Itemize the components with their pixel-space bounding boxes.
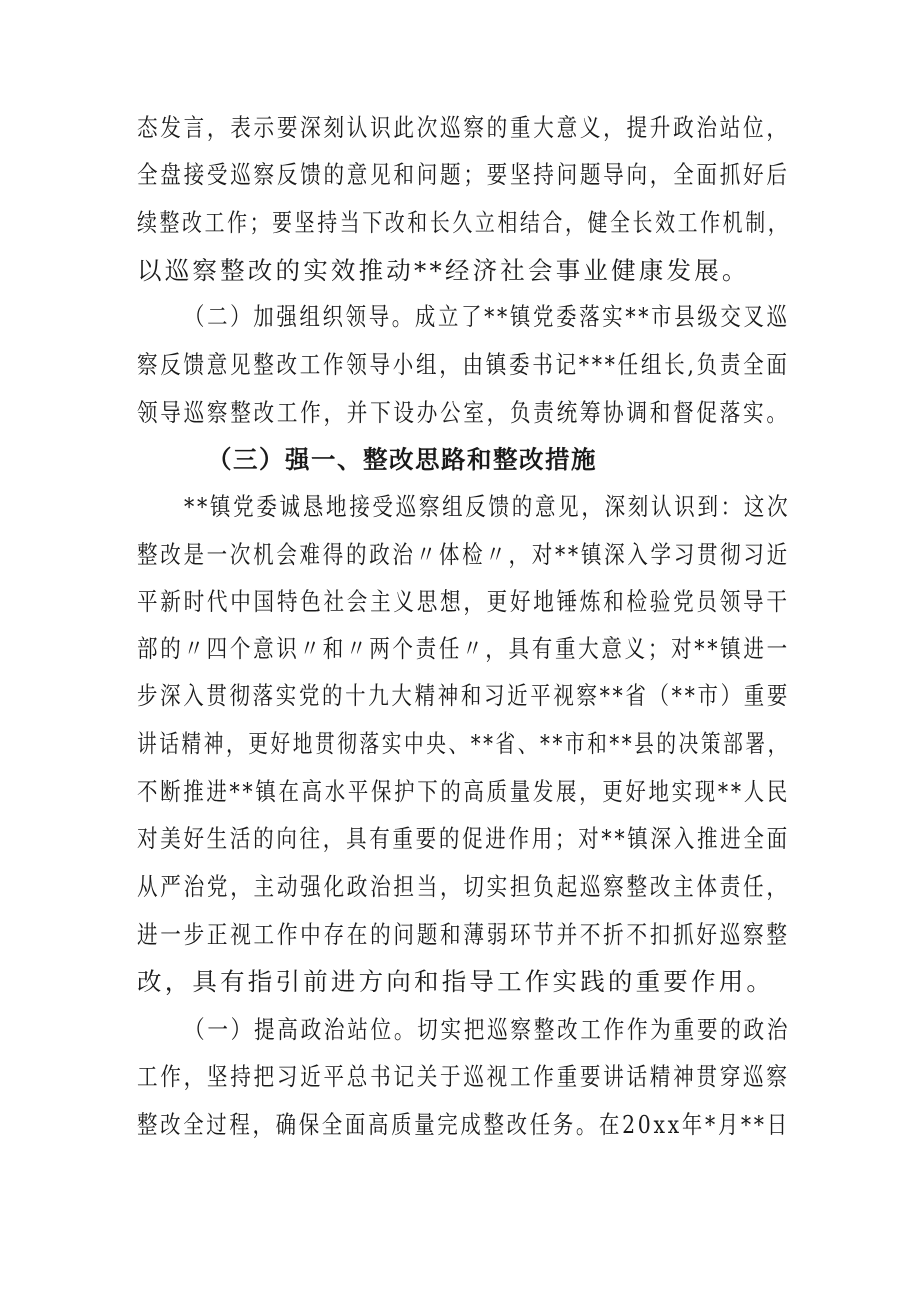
paragraph-start: **镇党委诚恳地接受巡察组反馈的意见，深刻认识到：这次 bbox=[184, 492, 791, 521]
text-line: 察反馈意见整改工作领导小组，由镇委书记***任组长,负责全面 bbox=[137, 350, 790, 379]
text-line: 全盘接受巡察反馈的意见和问题；要坚持问题导向，全面抓好后 bbox=[137, 160, 790, 189]
text-line: 进一步正视工作中存在的问题和薄弱环节并不折不扣抓好巡察整 bbox=[137, 920, 790, 949]
text-line: 整改是一次机会难得的政治〃体检〃，对**镇深入学习贯彻习近 bbox=[137, 540, 790, 569]
text-line: 步深入贯彻落实党的十九大精神和习近平视察**省（**市）重要 bbox=[137, 681, 790, 710]
text-line: 整改全过程，确保全面高质量完成整改任务。在20xx年*月**日 bbox=[137, 1110, 790, 1139]
section-heading-two: （二）加强组织领导。成立了**镇党委落实**市县级交叉巡 bbox=[184, 302, 790, 331]
text-line: 部的〃四个意识〃和〃两个责任〃，具有重大意义；对**镇进一 bbox=[137, 634, 790, 663]
text-line: 对美好生活的向往，具有重要的促进作用；对**镇深入推进全面 bbox=[137, 824, 790, 853]
text-line: 以巡察整改的实效推动**经济社会事业健康发展。 bbox=[137, 256, 750, 285]
text-line: 改，具有指引前进方向和指导工作实践的重要作用。 bbox=[137, 967, 775, 996]
text-line: 不断推进**镇在高水平保护下的高质量发展，更好地实现**人民 bbox=[137, 777, 790, 806]
text-line: 工作，坚持把习近平总书记关于巡视工作重要讲话精神贯穿巡察 bbox=[137, 1062, 790, 1091]
text-line: 态发言，表示要深刻认识此次巡察的重大意义，提升政治站位， bbox=[137, 113, 790, 142]
text-line: 讲话精神，更好地贯彻落实中央、**省、**市和**县的决策部署， bbox=[137, 729, 790, 758]
section-heading-three: （三）强一、整改思路和整改措施 bbox=[207, 445, 597, 474]
text-line: 从严治党，主动强化政治担当，切实担负起巡察整改主体责任， bbox=[137, 872, 790, 901]
text-line: 领导巡察整改工作，并下设办公室，负责统筹协调和督促落实。 bbox=[137, 398, 790, 427]
text-line: 平新时代中国特色社会主义思想，更好地锤炼和检验党员领导干 bbox=[137, 587, 790, 616]
section-heading-one: （一）提高政治站位。切实把巡察整改工作作为重要的政治 bbox=[184, 1015, 791, 1044]
text-line: 续整改工作；要坚持当下改和长久立相结合，健全长效工作机制， bbox=[137, 208, 791, 237]
